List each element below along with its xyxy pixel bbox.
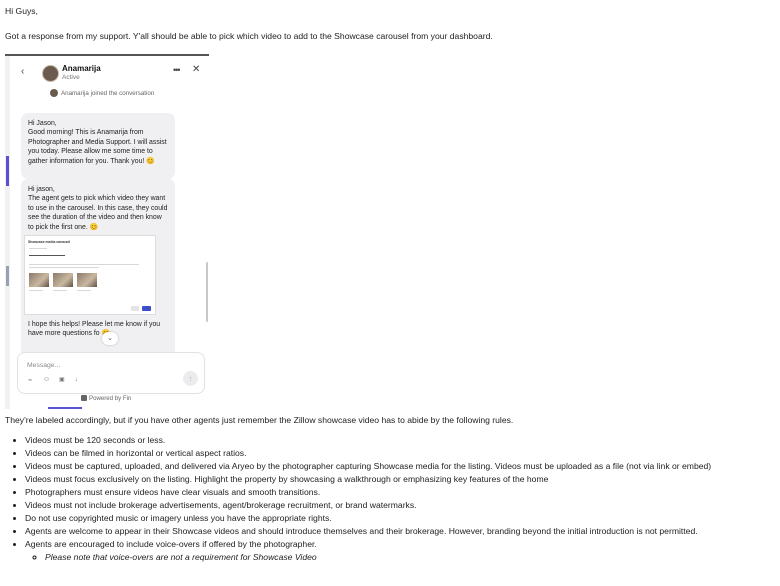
support-chat-screenshot [5, 54, 209, 409]
rule-item: • Videos can be filmed in horizontal or vertical aspect ratios. [25, 447, 780, 460]
send-icon[interactable]: ↑ [183, 371, 198, 386]
embedded-text-line [29, 264, 139, 265]
rule-item: • Videos must be captured, uploaded, and delivered via Aryeo by the photographer capturing Showcase media for the listing. Videos must be uploaded as a file (not via link or embed) [25, 460, 780, 473]
agent-name: Anamarija [62, 64, 101, 73]
sub-rule-container [25, 551, 780, 564]
greeting: Hi Guys, [5, 6, 38, 16]
screenshot-left-strip [5, 56, 10, 409]
joined-text: joined the conversation [90, 90, 155, 97]
left-strip-accent [6, 156, 9, 186]
screenshot-bottom-accent [48, 407, 82, 409]
rule-item: • Agents are encouraged to include voice-overs if offered by the photographer. [25, 538, 780, 551]
message-input-placeholder[interactable]: Message... [27, 362, 61, 369]
message-text: Hi jason, The agent gets to pick which video they want to use in the carousel. In this case, they could see the duration of the video and then know to pick the first one. 😊 [28, 186, 168, 231]
embedded-tab-line [29, 248, 47, 249]
embedded-text-line [29, 267, 99, 268]
back-chevron-icon[interactable]: ‹ [21, 66, 25, 77]
gif-icon[interactable]: ▣ [59, 377, 65, 383]
video-thumbnail [53, 273, 73, 287]
chat-message-answer [21, 179, 175, 357]
fin-logo-icon [81, 395, 87, 401]
embedded-dashboard-screenshot [24, 235, 156, 315]
rule-item: • Photographers must ensure videos have clear visuals and smooth transitions. [25, 486, 780, 499]
sub-rule-item: ◦ Please note that voice-overs are not a requirement for Showcase Video [45, 551, 780, 564]
message-text: Hi Jason, Good morning! This is Anamarija from Photographer and Media Support. I will assist you today. Please allow me some time to gather information for you. Thank you! 😊 [28, 120, 167, 165]
message-text: I hope this helps! Please let me know if you have more questions fo [28, 321, 161, 338]
thumbnail-caption [29, 290, 43, 291]
chat-scrollbar[interactable] [206, 262, 208, 322]
rule-item: • Videos must focus exclusively on the listing. Highlight the property by showcasing a walkthrough or emphasizing key features of the home [25, 473, 780, 486]
attachment-icon[interactable]: ⌁ [28, 377, 33, 384]
embedded-title: Showcase media carousel [28, 240, 71, 244]
powered-by [81, 395, 131, 402]
joined-name: Anamarija [61, 90, 89, 97]
rule-item: • Videos must not include brokerage advertisements, agent/brokerage recruitment, or brand watermarks. [25, 499, 780, 512]
sub-rules-list [25, 551, 780, 564]
chat-header [11, 62, 203, 84]
rule-item: • Agents are welcome to appear in their Showcase videos and should introduce themselves and their brokerage. However, branding beyond the initial introduction is not permitted. [25, 525, 780, 538]
video-thumbnail [29, 273, 49, 287]
rules-list [5, 434, 780, 564]
scroll-down-chevron-icon[interactable]: ⌄ [102, 332, 118, 345]
agent-avatar [42, 65, 59, 82]
thumbnail-caption [53, 290, 67, 291]
intro-paragraph: Got a response from my support. Y'all should be able to pick which video to add to the Showcase carousel from your dashboard. [5, 31, 493, 41]
emoji-icon[interactable]: ☺ [43, 376, 51, 383]
labeled-note-paragraph: They're labeled accordingly, but if you have other agents just remember the Zillow showcase video has to abide by the following rules. [5, 415, 514, 425]
embedded-save-button [142, 306, 151, 311]
thumbnail-caption [77, 290, 91, 291]
close-icon[interactable]: ✕ [192, 64, 201, 75]
embedded-cancel-button [131, 306, 139, 311]
chat-message-greeting [21, 113, 175, 179]
video-thumbnail [77, 273, 97, 287]
more-options-icon[interactable]: ••• [173, 65, 180, 75]
screenshot-top-bar [5, 54, 209, 56]
rule-item: • Videos must be 120 seconds or less. [25, 434, 780, 447]
rule-item: • Do not use copyrighted music or imagery unless you have the appropriate rights. [25, 512, 780, 525]
message-composer[interactable] [17, 352, 205, 394]
powered-by-text: Powered by Fin [89, 395, 132, 402]
microphone-icon[interactable]: ♩ [75, 376, 82, 383]
left-strip-marker [6, 266, 9, 286]
joined-avatar [50, 89, 58, 97]
agent-status: Active [62, 74, 80, 81]
joined-notice [50, 89, 154, 97]
embedded-toggle-line [29, 255, 65, 256]
